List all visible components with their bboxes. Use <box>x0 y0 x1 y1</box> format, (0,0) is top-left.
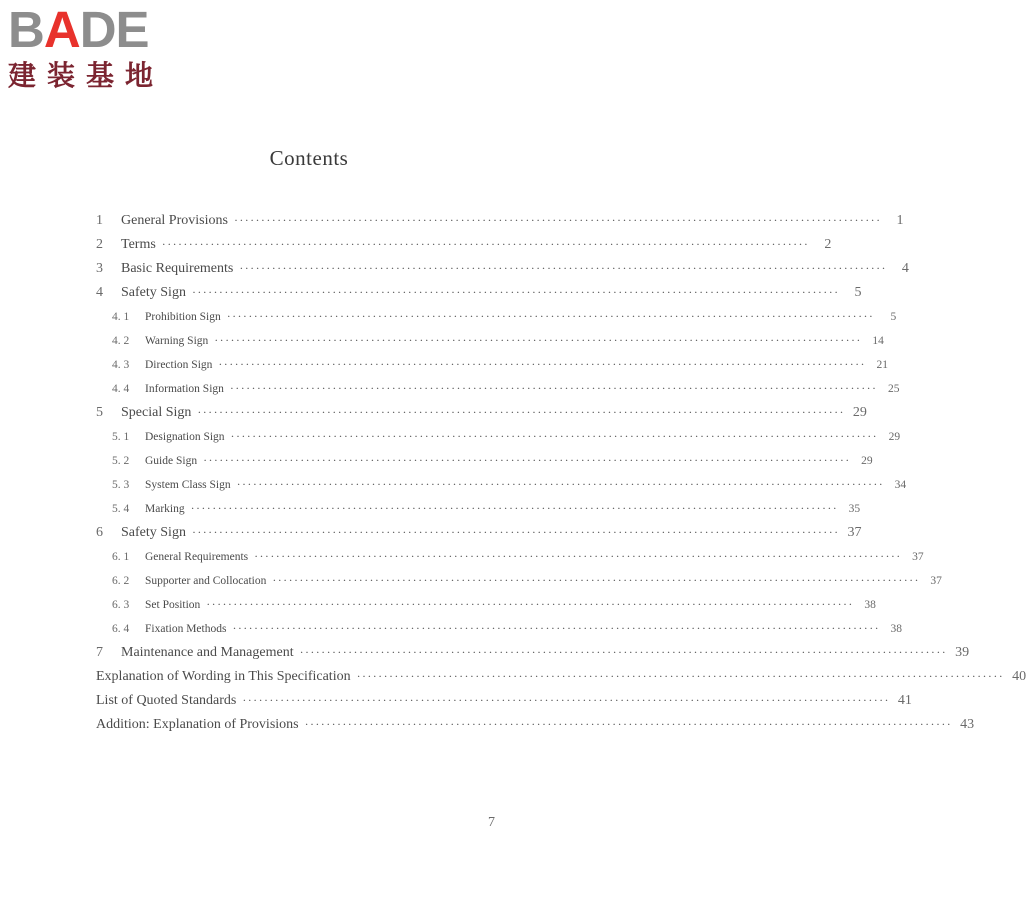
logo-wordmark <box>8 1 178 58</box>
toc-entry-page: 5 <box>890 311 897 323</box>
toc-leader-dots: ························································································································ <box>233 213 882 227</box>
toc-entry-number: 4 <box>96 285 103 300</box>
toc-leader-dots: ························································································································ <box>242 693 890 707</box>
logo-letter-a: A <box>43 1 80 58</box>
toc-leader-dots: ························································································································ <box>226 309 875 323</box>
toc-leader-dots: ························································································································ <box>218 357 866 371</box>
toc-entry[interactable] <box>96 616 902 640</box>
toc-entry-label: Prohibition Sign <box>145 311 221 323</box>
toc-entry[interactable] <box>96 376 900 400</box>
toc-leader-dots: ························································································································ <box>304 717 953 731</box>
toc-entry-page: 25 <box>887 383 900 395</box>
toc-entry-label: Explanation of Wording in This Specification <box>96 669 351 684</box>
toc-entry-page: 2 <box>824 237 832 252</box>
toc-entry-label: General Provisions <box>121 213 228 228</box>
toc-leader-dots: ························································································································ <box>230 429 879 443</box>
toc-entry[interactable] <box>96 208 904 232</box>
toc-entry-label: Marking <box>145 503 185 515</box>
toc-entry-number: 5. 1 <box>112 431 130 443</box>
toc-leader-dots: ························································································································ <box>229 381 878 395</box>
toc-entry[interactable] <box>96 328 884 352</box>
toc-entry[interactable] <box>96 712 975 736</box>
page-title: Contents <box>269 146 349 170</box>
toc-entry-number: 5. 3 <box>112 479 130 491</box>
toc-leader-dots: ························································································································ <box>206 597 854 611</box>
toc-entry-number: 7 <box>96 645 103 660</box>
toc-leader-dots: ························································································································ <box>190 501 839 515</box>
toc-entry-page: 43 <box>960 717 975 732</box>
toc-entry-label: Supporter and Collocation <box>145 575 267 587</box>
logo-subtitle: 建装基地 <box>8 59 165 92</box>
toc-entry-page: 29 <box>852 405 867 420</box>
toc-entry-label: Direction Sign <box>145 359 213 371</box>
toc-entry[interactable] <box>96 688 912 712</box>
toc-leader-dots: ························································································································ <box>197 405 845 419</box>
toc-leader-dots: ························································································································ <box>239 261 887 275</box>
toc-entry[interactable] <box>96 664 1026 688</box>
toc-leader-dots: ························································································································ <box>191 285 840 299</box>
toc-entry-label: Set Position <box>145 599 201 611</box>
toc-entry-page: 21 <box>876 359 888 371</box>
toc-leader-dots: ························································································································ <box>254 549 902 563</box>
toc-entry-label: General Requirements <box>145 551 249 563</box>
toc-entry-label: Terms <box>121 237 156 252</box>
toc-entry[interactable] <box>96 448 873 472</box>
toc-entry[interactable] <box>96 256 909 280</box>
toc-entry[interactable] <box>96 568 942 592</box>
toc-entry-number: 4. 4 <box>112 383 130 395</box>
toc-entry-label: Addition: Explanation of Provisions <box>96 717 299 732</box>
toc-entry-label: Safety Sign <box>121 285 186 300</box>
toc-entry[interactable] <box>96 640 970 664</box>
toc-entry-number: 1 <box>96 213 103 228</box>
logo-letter-b: B <box>8 1 44 58</box>
toc-entry-page: 29 <box>888 431 901 443</box>
toc-entry-page: 37 <box>912 551 924 563</box>
toc-entry-number: 6. 1 <box>112 551 130 563</box>
toc-leader-dots: ························································································································ <box>299 645 948 659</box>
bade-logo <box>8 1 178 94</box>
toc-entry-label: Fixation Methods <box>145 623 227 635</box>
toc-entry-number: 6. 2 <box>112 575 130 587</box>
toc-entry-page: 1 <box>896 213 904 228</box>
toc-entry-number: 4. 2 <box>112 335 130 347</box>
toc-entry[interactable] <box>96 352 888 376</box>
toc-entry-number: 5. 4 <box>112 503 130 515</box>
toc-entry[interactable] <box>96 520 862 544</box>
toc-entry-number: 5. 2 <box>112 455 130 467</box>
toc-leader-dots: ························································································································ <box>272 573 920 587</box>
toc-leader-dots: ························································································································ <box>232 621 880 635</box>
toc-entry[interactable] <box>96 496 861 520</box>
toc-leader-dots: ························································································································ <box>203 453 851 467</box>
toc-leader-dots: ························································································································ <box>161 237 810 251</box>
toc-entry-page: 4 <box>901 261 909 276</box>
toc-entry[interactable] <box>96 280 862 304</box>
toc-entry[interactable] <box>96 232 832 256</box>
toc-entry-label: Guide Sign <box>145 455 198 467</box>
toc-entry[interactable] <box>96 544 924 568</box>
toc-entry-label: Safety Sign <box>121 525 186 540</box>
toc-entry[interactable] <box>96 400 867 424</box>
toc-entry[interactable] <box>96 424 901 448</box>
toc-entry-page: 34 <box>894 479 907 491</box>
toc-entry-page: 29 <box>861 455 873 467</box>
toc-entry-page: 41 <box>897 693 912 708</box>
toc-entry-label: Warning Sign <box>145 335 209 347</box>
toc-entry-number: 3 <box>96 261 103 276</box>
toc-entry-label: Basic Requirements <box>121 261 234 276</box>
toc-entry-page: 39 <box>955 645 970 660</box>
toc-entry-page: 14 <box>872 335 884 347</box>
table-of-contents <box>96 208 1026 736</box>
toc-entry-label: Maintenance and Management <box>121 645 294 660</box>
logo-letters-de: DE <box>79 1 149 58</box>
page-number: 7 <box>488 815 495 830</box>
toc-entry-number: 4. 3 <box>112 359 130 371</box>
toc-entry-number: 6. 4 <box>112 623 130 635</box>
toc-leader-dots: ························································································································ <box>236 477 885 491</box>
toc-entry-number: 5 <box>96 405 103 420</box>
toc-entry-number: 6 <box>96 525 103 540</box>
toc-leader-dots: ························································································································ <box>214 333 862 347</box>
toc-entry-page: 40 <box>1012 669 1026 684</box>
toc-entry-label: Special Sign <box>121 405 192 420</box>
toc-entry-label: List of Quoted Standards <box>96 693 237 708</box>
toc-entry[interactable] <box>96 304 897 328</box>
toc-entry-page: 37 <box>847 525 862 540</box>
toc-entry[interactable] <box>96 472 907 496</box>
toc-leader-dots: ························································································································ <box>191 525 840 539</box>
toc-entry-page: 38 <box>890 623 902 635</box>
toc-entry-page: 35 <box>848 503 861 515</box>
toc-entry-number: 6. 3 <box>112 599 130 611</box>
toc-leader-dots: ························································································································ <box>356 669 1005 683</box>
toc-entry-page: 38 <box>864 599 876 611</box>
toc-entry-number: 2 <box>96 237 103 252</box>
toc-entry-page: 37 <box>930 575 942 587</box>
toc-entry-label: System Class Sign <box>145 479 231 491</box>
toc-entry[interactable] <box>96 592 876 616</box>
toc-entry-label: Designation Sign <box>145 431 225 443</box>
toc-entry-number: 4. 1 <box>112 311 130 323</box>
toc-entry-label: Information Sign <box>145 383 224 395</box>
toc-entry-page: 5 <box>854 285 862 300</box>
